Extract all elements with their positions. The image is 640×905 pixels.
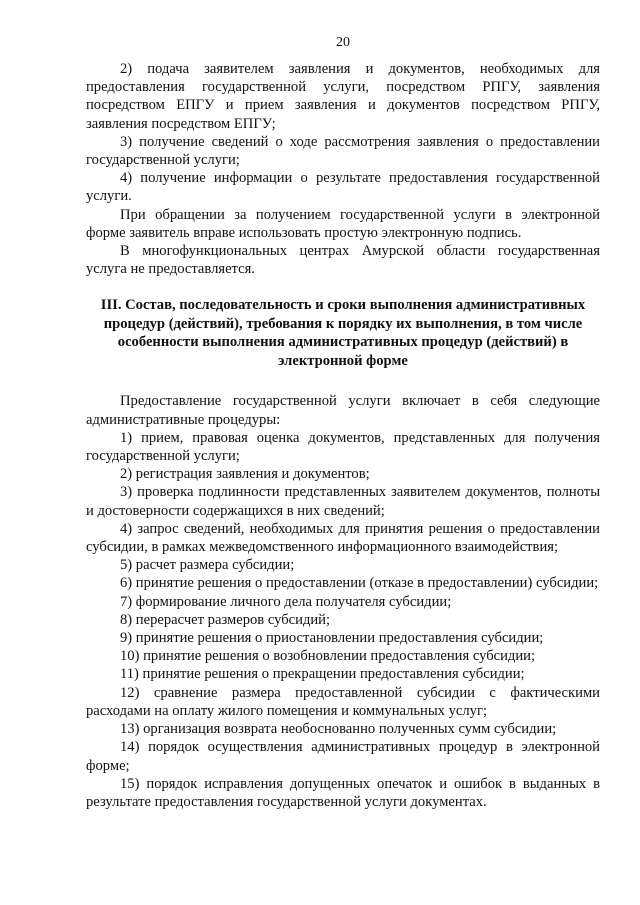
list-item: 8) перерасчет размеров субсидий; <box>120 611 331 628</box>
spacer <box>86 278 600 296</box>
list-item: 11) принятие решения о прекращении предоставления субсидии; <box>120 666 525 683</box>
section-block <box>86 392 600 811</box>
intro-block <box>86 60 600 278</box>
spacer <box>86 370 600 392</box>
list-item: 6) принятие решения о предоставлении (отказе в предоставлении) субсидии; <box>120 575 599 592</box>
paragraph: 2) подача заявителем заявления и документов, необходимых для предоставления государственной услуги, посредством РПГУ, заявления посредством ЕПГУ и прием заявления и документов посредством РПГУ, заявления посредством ЕПГУ; <box>86 61 600 132</box>
page-number: 20 <box>336 35 350 50</box>
list-item: 2) регистрация заявления и документов; <box>120 466 370 483</box>
paragraph: В многофункциональных центрах Амурской области государственная услуга не предоставляется. <box>86 243 600 278</box>
paragraph: 4) получение информации о результате предоставления государственной услуги. <box>86 170 600 205</box>
list-item: 9) принятие решения о приостановлении предоставления субсидии; <box>120 630 544 647</box>
list-item: 14) порядок осуществления административных процедур в электронной форме; <box>86 739 600 774</box>
paragraph: При обращении за получением государственной услуги в электронной форме заявитель вправе использовать простую электронную подпись. <box>86 206 600 241</box>
list-item: 15) порядок исправления допущенных опечаток и ошибок в выданных в результате предоставления государственной услуги документах. <box>86 775 600 810</box>
paragraph: 3) получение сведений о ходе рассмотрения заявления о предоставлении государственной услуги; <box>86 133 600 169</box>
list-item: 12) сравнение размера предоставленной субсидии с фактическими расходами на оплату жилого помещения и коммунальных услуг; <box>86 684 600 719</box>
list-item: 10) принятие решения о возобновлении предоставления субсидии; <box>120 648 536 665</box>
list-item: 5) расчет размера субсидии; <box>120 557 295 574</box>
paragraph: Предоставление государственной услуги включает в себя следующие административные процедуры: <box>86 393 600 428</box>
section-heading: III. Состав, последовательность и сроки выполнения административных процедур (действий), требования к порядку их выполнения, в том числе особенности выполнения административных процедур (действий) в электронной форме <box>100 297 586 369</box>
list-item: 7) формирование личного дела получателя субсидии; <box>120 593 452 610</box>
list-item: 13) организация возврата необоснованно полученных сумм субсидии; <box>120 721 557 738</box>
list-item: 1) прием, правовая оценка документов, представленных для получения государственной услуги; <box>86 429 600 465</box>
list-item: 4) запрос сведений, необходимых для принятия решения о предоставлении субсидии, в рамках межведомственного информационного взаимодействия; <box>86 520 600 556</box>
list-item: 3) проверка подлинности представленных заявителем документов, полноты и достоверности содержащихся в них сведений; <box>86 484 600 519</box>
